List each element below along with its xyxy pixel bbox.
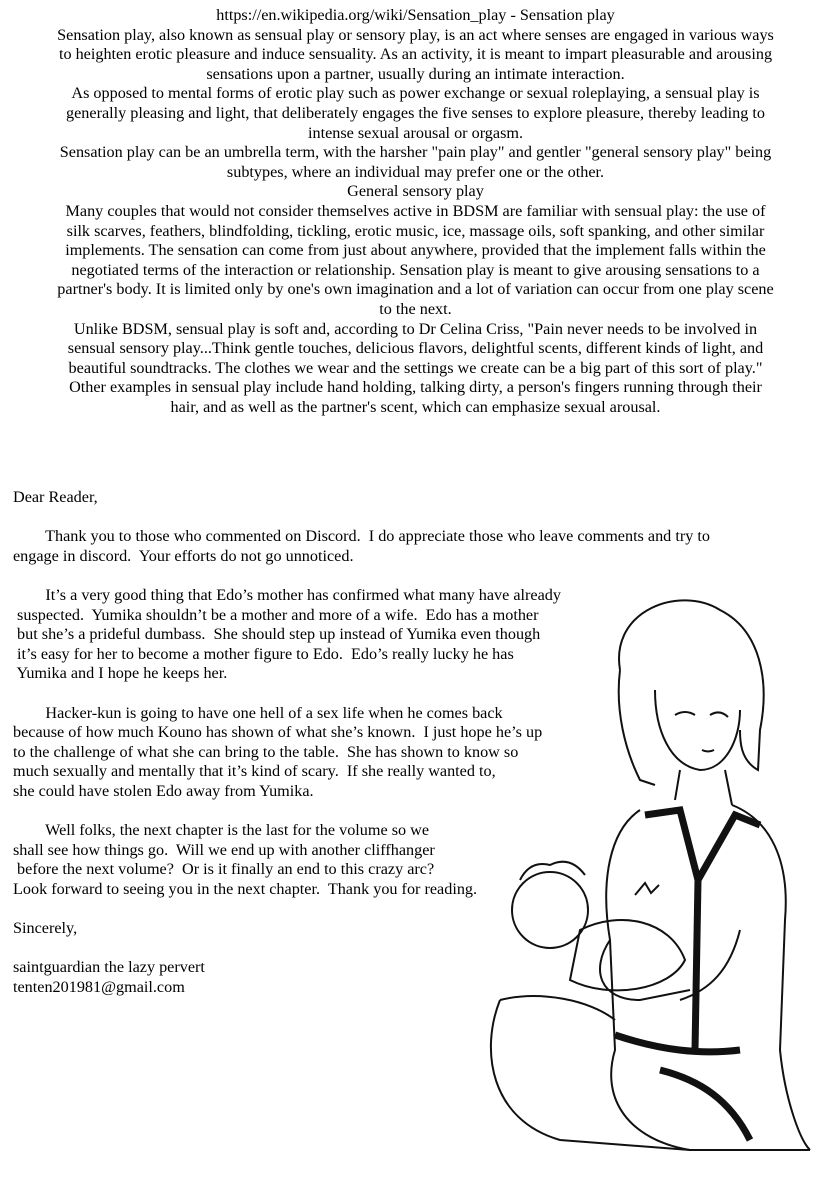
text-line: hair, and as well as the partner's scent, which can emphasize sexual arousal. (170, 397, 661, 416)
text-line: Sensation play, also known as sensual play or sensory play, is an act where senses are engaged in various ways (57, 25, 774, 44)
text-line: Thank you to those who commented on Discord. I do appreciate those who leave comments and try to (13, 527, 710, 546)
text-line: it’s easy for her to become a mother figure to Edo. Edo’s really lucky he has (13, 644, 514, 663)
text-line: shall see how things go. Will we end up with another cliffhanger (13, 840, 435, 859)
letter-email[interactable]: tenten201981@gmail.com (13, 977, 185, 996)
text-line: implements. The sensation can come from just about anywhere, provided that the implement falls within the (65, 241, 766, 260)
text-line: General sensory play (347, 182, 484, 201)
text-line: partner's body. It is limited only by one's own imagination and a lot of variation can occur from one play scene (57, 280, 774, 299)
text-line: generally pleasing and light, that deliberately engages the five senses to explore pleasure, thereby leading to (66, 103, 765, 122)
text-line: Other examples in sensual play include hand holding, talking dirty, a person's fingers running through their (69, 378, 762, 397)
text-line: As opposed to mental forms of erotic play such as power exchange or sexual roleplaying, a sensual play is (71, 84, 760, 103)
text-line: subtypes, where an individual may prefer one or the other. (226, 162, 605, 181)
article-paragraph (0, 84, 831, 143)
text-line: suspected. Yumika shouldn’t be a mother and more of a wife. Edo has a mother (13, 605, 539, 624)
text-line: to heighten erotic pleasure and induce sensuality. As an activity, it is meant to impart pleasurable and arousing (58, 45, 773, 64)
text-line: Sensation play can be an umbrella term, with the harsher "pain play" and gentler "general sensory play" being (59, 143, 772, 162)
text-line: Unlike BDSM, sensual play is soft and, according to Dr Celina Criss, "Pain never needs to be involved in (73, 319, 758, 338)
letter-signature: saintguardian the lazy pervert (13, 958, 205, 977)
letter-paragraph (13, 527, 813, 566)
article-paragraph (0, 320, 831, 418)
article-excerpt (0, 6, 831, 417)
text-line: Many couples that would not consider themselves active in BDSM are familiar with sensual play: the use of (65, 201, 766, 220)
text-line: to the challenge of what she can bring to the table. She has shown to know so (13, 742, 519, 761)
text-line: sensual sensory play...Think gentle touches, delicious flavors, delightful scents, different kinds of light, and (67, 339, 764, 358)
letter-closing: Sincerely, (13, 919, 78, 938)
text-line: beautiful soundtracks. The clothes we wear and the settings we create can be a big part of this sort of play." (68, 358, 763, 377)
text-line: negotiated terms of the interaction or relationship. Sensation play is meant to give arousing sensations to a (71, 260, 760, 279)
article-paragraph (0, 202, 831, 320)
text-line: engage in discord. Your efforts do not go unnoticed. (13, 546, 354, 565)
text-line: Look forward to seeing you in the next chapter. Thank you for reading. (13, 879, 478, 898)
text-line: because of how much Kouno has shown of what she’s known. I just hope he’s up (13, 723, 543, 742)
text-line: Yumika and I hope he keeps her. (13, 664, 228, 683)
letter-greeting: Dear Reader, (13, 488, 98, 506)
text-line: but she’s a prideful dumbass. She should step up instead of Yumika even though (13, 625, 541, 644)
text-line: she could have stolen Edo away from Yumika. (13, 781, 314, 800)
text-line: before the next volume? Or is it finally an end to this crazy arc? (13, 860, 435, 879)
text-line: intense sexual arousal or orgasm. (307, 123, 524, 142)
text-line: silk scarves, feathers, blindfolding, tickling, erotic music, ice, massage oils, soft spanking, and other similar (66, 221, 765, 240)
text-line: to the next. (379, 299, 452, 318)
article-heading: https://en.wikipedia.org/wiki/Sensation_play - Sensation play (216, 6, 615, 24)
text-line: much sexually and mentally that it’s kind of scary. If she really wanted to, (13, 762, 496, 781)
article-paragraph (0, 143, 831, 182)
text-line: It’s a very good thing that Edo’s mother has confirmed what many have already (13, 585, 561, 604)
mother-nursing-illustration (440, 580, 830, 1180)
text-line: sensations upon a partner, usually during an intimate interaction. (206, 64, 625, 83)
text-line: Hacker-kun is going to have one hell of a sex life when he comes back (13, 703, 503, 722)
section-heading (0, 182, 831, 202)
text-line: Well folks, the next chapter is the last for the volume so we (13, 821, 430, 840)
article-paragraph (0, 26, 831, 85)
